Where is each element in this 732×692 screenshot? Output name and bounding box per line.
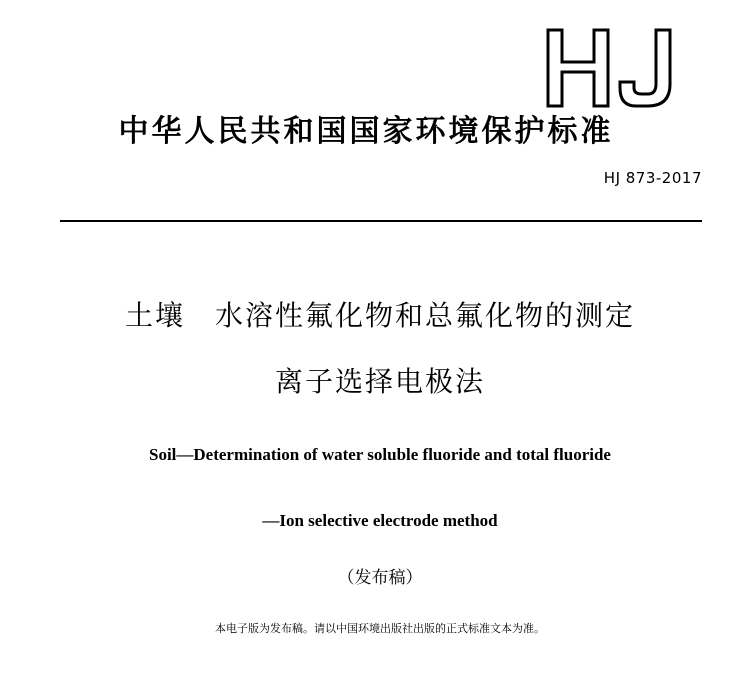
release-status: （发布稿）	[337, 568, 423, 588]
title-english-line-1: Soil—Determination of water soluble fluoride and total fluoride	[149, 445, 611, 464]
issuer-heading: 中华人民共和国国家环境保护标准	[118, 114, 614, 149]
standard-code: HJ 873-2017	[603, 169, 702, 187]
edition-notice: 本电子版为发布稿。请以中国环境出版社出版的正式标准文本为准。	[215, 622, 545, 635]
hj-logo-graphic	[544, 26, 682, 110]
logo-letter-h	[548, 30, 608, 106]
title-chinese-line-1: 土壤 水溶性氟化物和总氟化物的测定	[124, 299, 635, 332]
header-divider	[60, 220, 702, 222]
logo-letter-j	[620, 30, 670, 106]
hj-logo	[544, 26, 682, 110]
title-english-line-2: —Ion selective electrode method	[262, 511, 498, 530]
title-chinese-line-2: 离子选择电极法	[274, 365, 485, 398]
